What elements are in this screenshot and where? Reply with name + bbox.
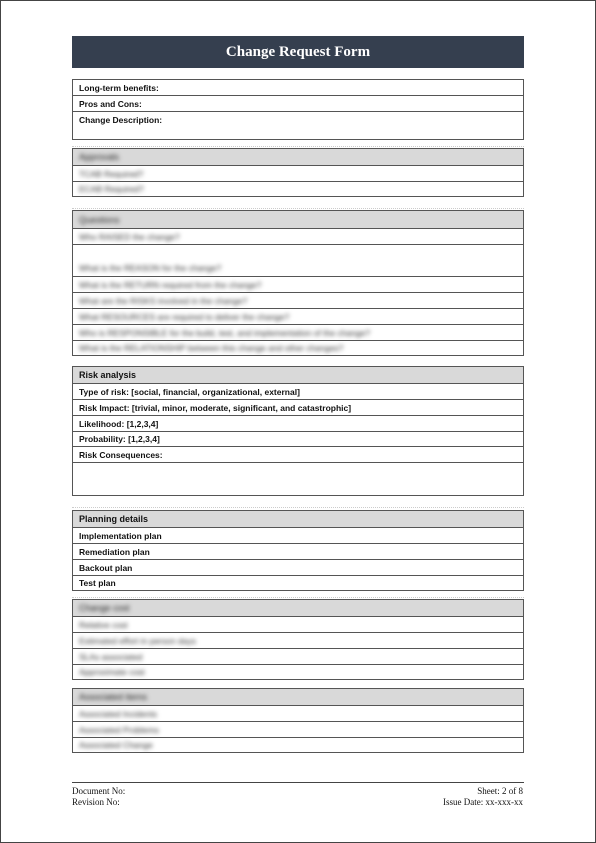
section-divider — [72, 507, 524, 508]
cost-row[interactable] — [73, 633, 523, 649]
document-no: Document No: — [72, 786, 126, 796]
benefits-section — [72, 79, 524, 140]
row-label: Associated Change — [79, 740, 153, 750]
approvals-section — [72, 148, 524, 197]
row-label: What RESOURCES are required to deliver the change? — [79, 311, 290, 322]
section-divider — [72, 208, 524, 209]
row-label: Who is RESPONSIBLE for the build, test, and implementation of the change? — [79, 327, 371, 338]
association-row[interactable] — [73, 722, 523, 738]
probability-row[interactable] — [73, 432, 523, 447]
question-row[interactable] — [73, 325, 523, 341]
row-label: TCAB Required? — [79, 168, 144, 179]
long-term-benefits-row[interactable] — [73, 80, 523, 96]
question-row[interactable] — [73, 277, 523, 293]
likelihood-row[interactable] — [73, 416, 523, 432]
row-label: What is the RELATIONSHIP between this change and other changes? — [79, 343, 344, 353]
question-row[interactable] — [73, 229, 523, 245]
cost-header — [73, 600, 523, 617]
row-label: Relative cost — [79, 619, 128, 630]
section-divider — [72, 146, 524, 147]
association-row[interactable] — [73, 738, 523, 753]
row-label: Associated Problems — [79, 724, 159, 735]
row-label: Type of risk: [social, financial, organizational, external] — [79, 386, 300, 397]
cost-row[interactable] — [73, 617, 523, 633]
question-row[interactable] — [73, 309, 523, 325]
implementation-plan-row[interactable] — [73, 528, 523, 544]
tcab-row[interactable] — [73, 166, 523, 182]
section-divider — [72, 597, 524, 598]
row-label: Pros and Cons: — [79, 98, 142, 109]
risk-analysis-header — [73, 367, 523, 384]
row-label: What are the RISKS involved in the change? — [79, 295, 248, 306]
questions-header — [73, 211, 523, 229]
section-header-label: Change cost — [79, 603, 130, 613]
row-label: Risk Impact: [trivial, minor, moderate, significant, and catastrophic] — [79, 402, 352, 413]
association-row[interactable] — [73, 706, 523, 722]
row-label: Risk Consequences: — [79, 449, 163, 460]
planning-details-section — [72, 510, 524, 591]
row-label: What is the RETURN required from the change? — [79, 279, 262, 290]
section-header-label: Approvals — [79, 152, 120, 162]
risk-impact-row[interactable] — [73, 400, 523, 416]
associations-header — [73, 689, 523, 706]
sheet-number: Sheet: 2 of 8 — [477, 786, 523, 796]
planning-details-header — [73, 511, 523, 528]
question-row[interactable] — [73, 341, 523, 356]
row-label: Estimated effort in person days — [79, 635, 197, 646]
risk-consequences-area[interactable] — [73, 463, 523, 496]
cost-row[interactable] — [73, 649, 523, 665]
row-label: Associated Incidents — [79, 708, 157, 719]
section-header-label: Questions — [79, 214, 120, 225]
cost-section — [72, 599, 524, 680]
revision-no: Revision No: — [72, 797, 120, 807]
section-header-label: Associated items — [79, 692, 148, 702]
change-description-row[interactable] — [73, 112, 523, 140]
footer-rule — [72, 782, 524, 783]
section-header-label: Planning details — [79, 514, 149, 524]
row-label: Long-term benefits: — [79, 82, 159, 93]
test-plan-row[interactable] — [73, 576, 523, 591]
risk-analysis-section — [72, 366, 524, 496]
row-label: Backout plan — [79, 562, 133, 573]
question-row[interactable] — [73, 245, 523, 277]
risk-consequences-row[interactable] — [73, 447, 523, 463]
issue-date: Issue Date: xx-xxx-xx — [443, 797, 523, 807]
backout-plan-row[interactable] — [73, 560, 523, 576]
row-label: ECAB Required? — [79, 184, 144, 194]
type-of-risk-row[interactable] — [73, 384, 523, 400]
questions-section — [72, 210, 524, 356]
row-label: Probability: [1,2,3,4] — [79, 434, 160, 444]
form-title: Change Request Form — [72, 36, 524, 68]
row-label: What is the REASON for the change? — [79, 263, 222, 273]
associations-section — [72, 688, 524, 753]
row-label: Implementation plan — [79, 530, 162, 541]
section-header-label: Risk analysis — [79, 370, 137, 380]
remediation-plan-row[interactable] — [73, 544, 523, 560]
row-label: Change Description: — [79, 115, 163, 125]
row-label: Test plan — [79, 578, 116, 588]
cost-row[interactable] — [73, 665, 523, 680]
pros-cons-row[interactable] — [73, 96, 523, 112]
approvals-header — [73, 149, 523, 166]
row-label: Who RAISED the change? — [79, 231, 180, 242]
question-row[interactable] — [73, 293, 523, 309]
row-label: Likelihood: [1,2,3,4] — [79, 418, 159, 429]
row-label: SLAs associated — [79, 651, 143, 662]
row-label: Approximate cost — [79, 667, 145, 677]
row-label: Remediation plan — [79, 546, 150, 557]
ecab-row[interactable] — [73, 182, 523, 197]
